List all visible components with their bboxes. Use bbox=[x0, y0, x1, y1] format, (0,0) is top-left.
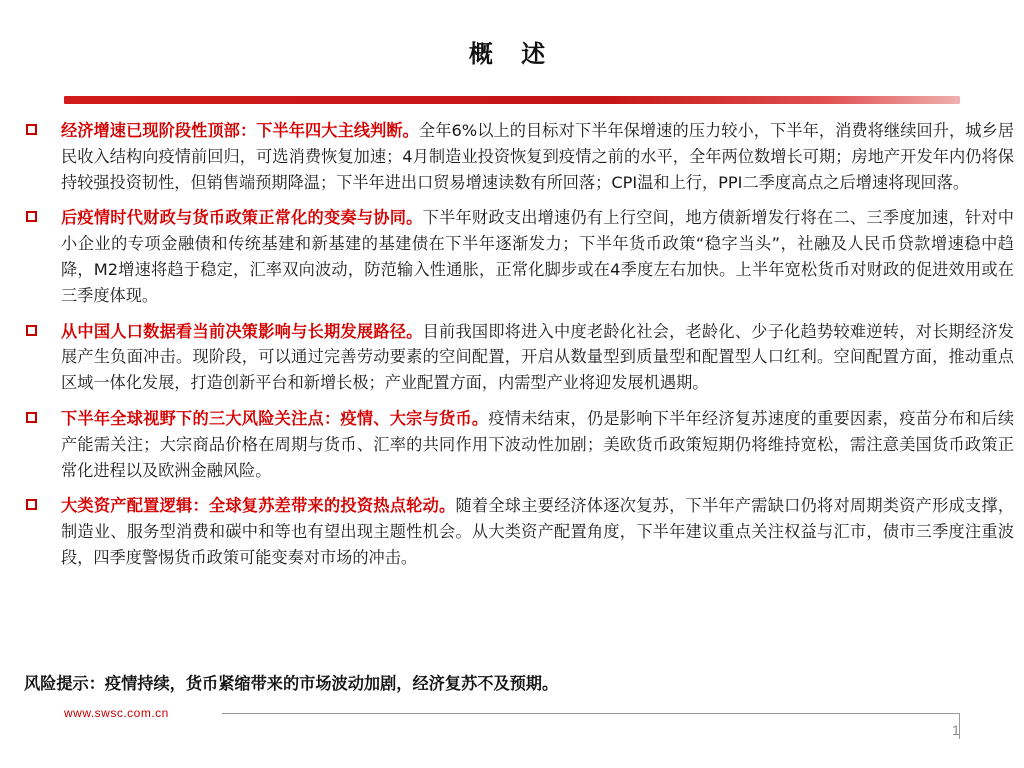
risk-warning: 风险提示：疫情持续，货币紧缩带来的市场波动加剧，经济复苏不及预期。 bbox=[24, 674, 559, 693]
bullet-body: 疫情未结束，仍是影响下半年经济复苏速度的重要因素，疫苗分布和后续产能需关注；大宗商品价格在周期与货币、汇率的共同作用下波动性加剧；美欧货币政策短期仍将维持宽松，需注意美国货币政策正常化进程以及欧洲金融风险。 bbox=[61, 408, 1015, 480]
page-number: 1 bbox=[952, 722, 960, 738]
bullet-item bbox=[24, 118, 1014, 195]
bullet-lead: 大类资产配置逻辑：全球复苏差带来的投资热点轮动。 bbox=[61, 496, 456, 516]
footer-divider bbox=[222, 713, 960, 714]
bullet-lead: 后疫情时代财政与货币政策正常化的变奏与协同。 bbox=[61, 208, 423, 228]
bullet-lead: 下半年全球视野下的三大风险关注点：疫情、大宗与货币。 bbox=[61, 408, 489, 428]
bullet-text bbox=[61, 118, 1014, 195]
bullet-body: 随着全球主要经济体逐次复苏，下半年产需缺口仍将对周期类资产形成支撑，制造业、服务型消费和碳中和等也有望出现主题性机会。从大类资产配置角度，下半年建议重点关注权益与汇市，债市三季度注重波段，四季度警惕货币政策可能变奏对市场的冲击。 bbox=[61, 496, 1015, 567]
page-title: 概 述 bbox=[468, 40, 556, 68]
square-bullet-icon bbox=[26, 499, 37, 510]
square-bullet-icon bbox=[26, 412, 37, 423]
bullet-text bbox=[61, 319, 1014, 396]
bullet-list bbox=[24, 118, 1014, 581]
bullet-item bbox=[24, 406, 1014, 483]
bullet-lead: 从中国人口数据看当前决策影响与长期发展路径。 bbox=[61, 321, 423, 341]
bullet-body: 全年6%以上的目标对下半年保增速的压力较小，下半年，消费将继续回升，城乡居民收入结构向疫情前回归，可选消费恢复加速；4月制造业投资恢复到疫情之前的水平，全年两位数增长可期；房地产开发年内仍将保持较强投资韧性，但销售端预期降温；下半年进出口贸易增速读数有所回落；CPI温和上行，PPI二季度高点之后增速将现回落。 bbox=[61, 121, 1015, 192]
square-bullet-icon bbox=[26, 325, 37, 336]
bullet-text bbox=[61, 493, 1014, 570]
bullet-text bbox=[61, 205, 1014, 308]
bullet-item bbox=[24, 319, 1014, 396]
square-bullet-icon bbox=[26, 124, 37, 135]
bullet-item bbox=[24, 205, 1014, 308]
square-bullet-icon bbox=[26, 211, 37, 222]
bullet-body: 目前我国即将进入中度老龄化社会，老龄化、少子化趋势较难逆转，对长期经济发展产生负面冲击。现阶段，可以通过完善劳动要素的空间配置，开启从数量型到质量型和配置型人口红利。空间配置方面，推动重点区域一体化发展，打造创新平台和新增长极；产业配置方面，内需型产业将迎发展机遇期。 bbox=[61, 321, 1014, 393]
bullet-body: 下半年财政支出增速仍有上行空间，地方债新增发行将在二、三季度加速，针对中小企业的专项金融债和传统基建和新基建的基建债在下半年逐渐发力；下半年货币政策“稳字当头”，社融及人民币贷款增速稳中趋降，M2增速将趋于稳定，汇率双向波动，防范输入性通胀，正常化脚步或在4季度左右加快。上半年宽松货币对财政的促进效用或在三季度体现。 bbox=[61, 208, 1014, 305]
bullet-item bbox=[24, 493, 1014, 570]
bullet-text bbox=[61, 406, 1014, 483]
footer-url[interactable]: www.swsc.com.cn bbox=[64, 706, 169, 720]
title-divider bbox=[64, 96, 960, 104]
bullet-lead: 经济增速已现阶段性顶部：下半年四大主线判断。 bbox=[61, 121, 419, 140]
